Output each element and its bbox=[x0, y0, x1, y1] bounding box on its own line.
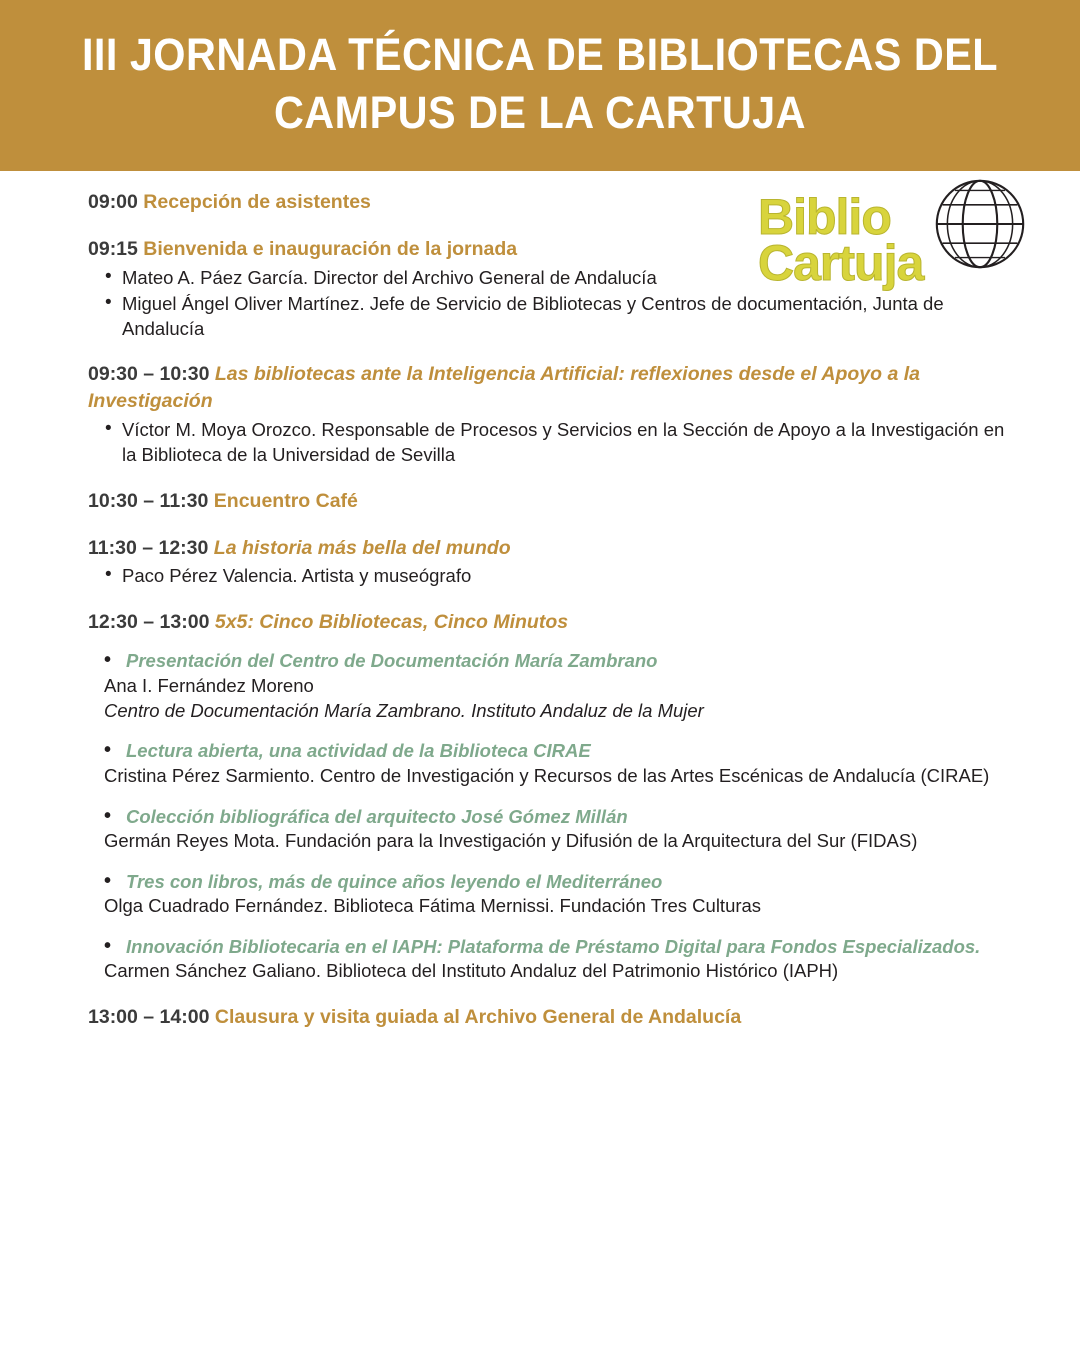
program-entry-head bbox=[88, 535, 1020, 562]
list-item bbox=[88, 649, 1020, 723]
entry-title: Recepción de asistentes bbox=[143, 191, 371, 214]
talk-title: • Colección bibliográfica del arquitecto José Gómez Millán bbox=[104, 805, 1020, 829]
five-by-five-list bbox=[88, 649, 1020, 984]
talk-speaker: Cristina Pérez Sarmiento. Centro de Investigación y Recursos de las Artes Escénicas de Andalucía (CIRAE) bbox=[104, 764, 990, 786]
talk-title: • Presentación del Centro de Documentación María Zambrano bbox=[104, 649, 1020, 673]
list-item: • Miguel Ángel Oliver Martínez. Jefe de Servicio de Bibliotecas y Centros de documentación, Junta de Andalucía bbox=[122, 291, 1020, 341]
entry-title: Encuentro Café bbox=[213, 489, 358, 512]
list-item: • Paco Pérez Valencia. Artista y museógrafo bbox=[122, 563, 1020, 588]
list-item bbox=[88, 870, 1020, 919]
talk-title: • Tres con libros, más de quince años leyendo el Mediterráneo bbox=[104, 870, 1020, 894]
talk-title: • Innovación Bibliotecaria en el IAPH: Plataforma de Préstamo Digital para Fondos Especializados. bbox=[104, 935, 1020, 959]
program-entry-head bbox=[88, 361, 1020, 415]
program-schedule bbox=[0, 171, 1080, 1031]
entry-title: La historia más bella del mundo bbox=[213, 536, 511, 559]
logo-line-1: Biblio bbox=[758, 189, 891, 245]
program-entry-head bbox=[88, 609, 1020, 636]
list-item: • Víctor M. Moya Orozco. Responsable de Procesos y Servicios en la Sección de Apoyo a la Investigación en la Biblioteca de la Universidad de Sevilla bbox=[122, 417, 1020, 467]
program-entry bbox=[88, 236, 1020, 341]
speaker-list bbox=[88, 563, 1020, 588]
entry-time: 09:30 – 10:30 bbox=[88, 363, 210, 386]
talk-speaker: Ana I. Fernández Moreno bbox=[104, 674, 314, 696]
speaker-list bbox=[88, 417, 1020, 467]
program-entry-head bbox=[88, 1004, 1020, 1031]
talk-title: • Lectura abierta, una actividad de la Biblioteca CIRAE bbox=[104, 739, 1020, 763]
entry-title: Las bibliotecas ante la Inteligencia Artificial: reflexiones desde el Apoyo a la Investigación bbox=[88, 363, 920, 413]
list-item bbox=[88, 739, 1020, 788]
entry-time: 11:30 – 12:30 bbox=[88, 536, 209, 559]
entry-title: Bienvenida e inauguración de la jornada bbox=[143, 238, 518, 261]
program-entry bbox=[88, 361, 1020, 467]
program-entry-head bbox=[88, 236, 1020, 263]
list-item bbox=[88, 805, 1020, 854]
program-entry-head bbox=[88, 189, 1020, 216]
page-title: III JORNADA TÉCNICA DE BIBLIOTECAS DEL CAMPUS DE LA CARTUJA bbox=[81, 29, 999, 138]
program-entry bbox=[88, 189, 1020, 216]
talk-speaker: Carmen Sánchez Galiano. Biblioteca del Instituto Andaluz del Patrimonio Histórico (IAPH) bbox=[104, 960, 839, 982]
list-item: • Mateo A. Páez García. Director del Archivo General de Andalucía bbox=[122, 265, 1020, 290]
program-entry-5x5 bbox=[88, 609, 1020, 985]
entry-time: 12:30 – 13:00 bbox=[88, 610, 210, 633]
talk-speaker: Olga Cuadrado Fernández. Biblioteca Fátima Mernissi. Fundación Tres Culturas bbox=[104, 895, 762, 917]
list-item bbox=[88, 935, 1020, 984]
program-entry bbox=[88, 535, 1020, 589]
program-entry bbox=[88, 488, 1020, 515]
entry-time: 09:00 bbox=[88, 191, 138, 214]
entry-time: 13:00 – 14:00 bbox=[88, 1006, 210, 1029]
entry-time: 09:15 bbox=[88, 238, 138, 261]
talk-speaker: Germán Reyes Mota. Fundación para la Investigación y Difusión de la Arquitectura del Sur (FIDAS) bbox=[104, 830, 918, 852]
entry-title: Clausura y visita guiada al Archivo General de Andalucía bbox=[214, 1006, 742, 1029]
entry-title: 5x5: Cinco Bibliotecas, Cinco Minutos bbox=[214, 610, 569, 633]
logo-line-2: Cartuja bbox=[758, 235, 924, 291]
entry-time: 10:30 – 11:30 bbox=[88, 489, 209, 512]
talk-affiliation: Centro de Documentación María Zambrano. Instituto Andaluz de la Mujer bbox=[104, 699, 704, 721]
program-entry-closing bbox=[88, 1004, 1020, 1031]
program-entry-head bbox=[88, 488, 1020, 515]
speaker-list bbox=[88, 265, 1020, 341]
header-banner bbox=[0, 0, 1080, 171]
